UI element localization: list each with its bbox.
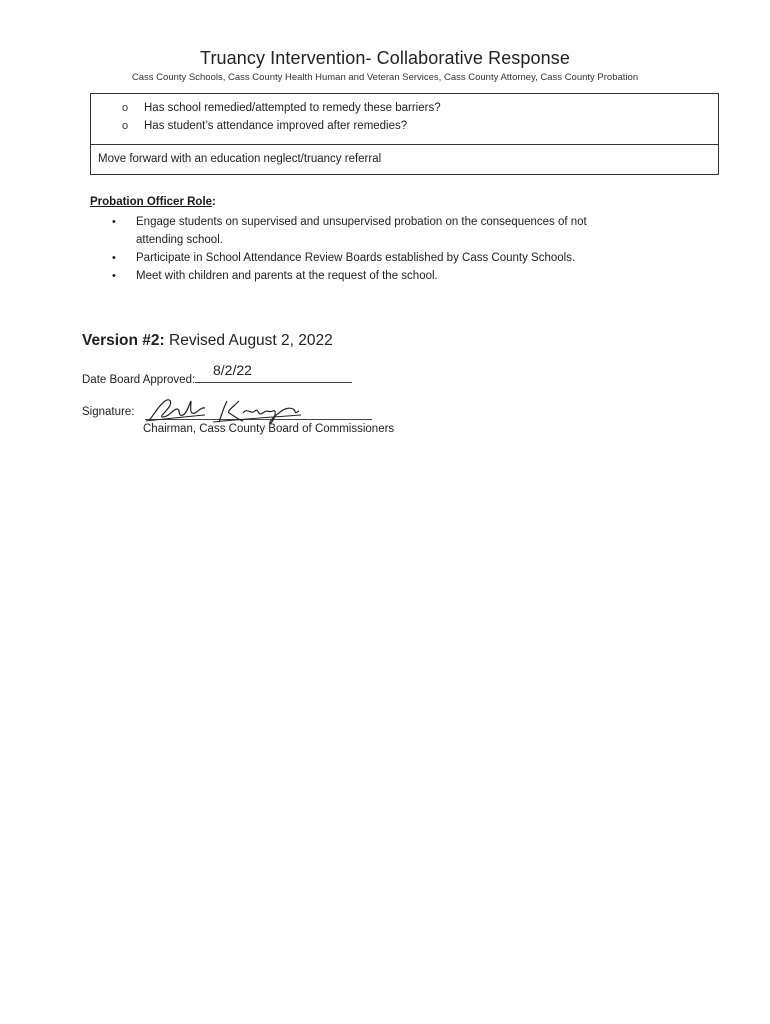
probation-heading-colon: :	[212, 196, 216, 208]
signatory-title: Chairman, Cass County Board of Commissioners	[143, 423, 395, 435]
list-item	[112, 213, 672, 249]
signature-label: Signature:	[82, 406, 135, 418]
version-line	[82, 332, 333, 350]
remedies-questions-cell	[91, 94, 718, 145]
list-item	[122, 102, 441, 114]
role-text: Participate in School Attendance Review Boards established by Cass County Schools.	[136, 252, 576, 264]
role-text: Meet with children and parents at the request of the school.	[136, 270, 438, 282]
bullet-icon: •	[112, 252, 116, 264]
version-label: Version #2:	[82, 332, 165, 349]
question-text: Has student’s attendance improved after remedies?	[144, 120, 408, 132]
referral-text: Move forward with an education neglect/truancy referral	[98, 153, 382, 165]
date-approved-label: Date Board Approved:	[82, 374, 196, 386]
version-text: Revised August 2, 2022	[169, 332, 333, 349]
handwritten-signature	[143, 395, 303, 425]
probation-heading	[90, 196, 216, 208]
probation-heading-text: Probation Officer Role	[90, 196, 213, 208]
list-item	[112, 267, 672, 285]
circle-bullet-icon: o	[122, 120, 129, 132]
remedies-box	[90, 93, 719, 175]
bullet-icon: •	[112, 216, 116, 228]
probation-role-list	[112, 213, 672, 285]
list-item	[112, 249, 672, 267]
question-text: Has school remedied/attempted to remedy these barriers?	[144, 102, 441, 114]
date-approved-value: 8/2/22	[213, 362, 252, 378]
document-subtitle: Cass County Schools, Cass County Health Human and Veteran Services, Cass County Attorney, Cass County Probation	[131, 72, 639, 83]
list-item	[122, 120, 407, 132]
circle-bullet-icon: o	[122, 102, 129, 114]
bullet-icon: •	[112, 270, 116, 282]
role-text: Engage students on supervised and unsupervised probation on the consequences of not attending school.	[136, 216, 587, 246]
document-title: Truancy Intervention- Collaborative Response	[200, 48, 570, 68]
